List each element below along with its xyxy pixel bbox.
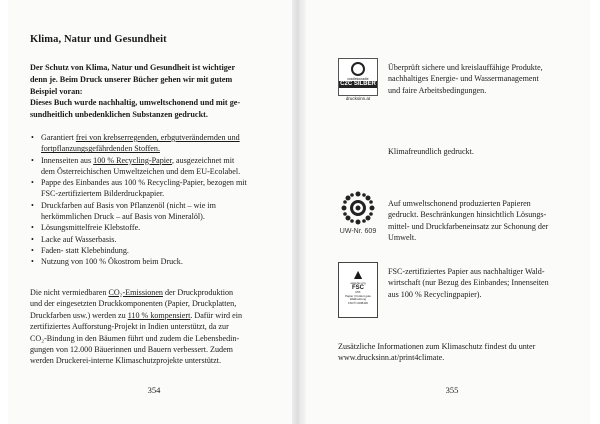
list-item-text: Innenseiten aus	[41, 155, 94, 165]
paragraph-text: der Druckproduktion	[162, 288, 234, 297]
compensation-paragraph	[30, 287, 282, 367]
description-line: wirtschaft (nur Bezug des Einbandes; Innenseiten	[388, 278, 549, 288]
cradle-to-cradle-icon	[338, 58, 378, 96]
closing-link: www.drucksinn.at/print4climate.	[338, 353, 445, 363]
description-line: aus 100 % Recyclingpapier).	[388, 289, 482, 299]
description-line: Überprüft sichere und kreislauffähige Produkte,	[388, 63, 543, 72]
description-line: nachhaltiges Energie- und Wassermanagement	[388, 74, 539, 84]
paragraph-line: zertifiziertes Aufforstung-Projekt in Indien unterstützt, da zur	[30, 322, 229, 332]
paragraph-line	[30, 310, 282, 321]
underlined-text: frei von krebserregenden, erbgutverändernden und	[75, 133, 240, 142]
paragraph-text: . Dafür wird ein	[190, 310, 243, 320]
paragraph-line: CO₂-Bindung in den Bäumen führt und zudem die Lebensbedin-	[30, 333, 240, 343]
list-item: • Lösungsmittelfreie Klebstoffe.	[30, 222, 282, 233]
paragraph-text: Die nicht vermiedbaren	[30, 288, 109, 297]
underlined-text: CO₂-Emissionen	[108, 288, 163, 297]
austrian-eco-label-icon	[340, 190, 376, 226]
fsc-code: FSC® C008106	[348, 300, 368, 305]
underlined-text: 110 % kompensiert	[127, 310, 191, 320]
list-item	[30, 155, 282, 178]
intro-line: Dieses Buch wurde nachhaltig, umweltschonend und mit ge-	[30, 98, 241, 108]
fsc-tree-icon: ▲ www.fsc.org FSC MIX Papier | Fördert gute Waldnutzung FSC® C008106	[338, 262, 378, 318]
c2c-description	[388, 62, 578, 96]
c2c-level: C2C SILBER	[340, 81, 376, 87]
list-item	[30, 200, 282, 223]
description-line: Umwelt.	[388, 233, 417, 243]
book-gutter	[292, 0, 306, 424]
list-item: • Lacke auf Wasserbasis.	[30, 234, 282, 245]
list-item	[30, 132, 282, 155]
c2c-logo	[338, 58, 378, 104]
list-item-text: dem Österreichischen Umweltzeichen und dem EU-Ecolabel.	[41, 166, 241, 176]
fsc-logo	[338, 262, 378, 318]
paragraph-line	[30, 287, 282, 298]
uw-logo	[338, 190, 378, 250]
intro-text	[30, 62, 282, 121]
list-item-text: , ausgezeichnet mit	[171, 155, 235, 165]
paragraph-line: werden Druckerei-interne Klimaschutzprojekte unterstützt.	[30, 356, 222, 366]
section-heading: Klima, Natur und Gesundheit	[30, 34, 167, 45]
description-line: FSC-zertifiziertes Papier aus nachhaltiger Wald-	[388, 267, 545, 276]
list-item-text: Pappe des Einbandes aus 100 % Recycling-Papier, bezogen mit	[41, 178, 247, 188]
intro-line: sundheitlich unbedenklichen Substanzen gedruckt.	[30, 110, 208, 120]
list-item-text: FSC-zertifiziertem Bilderdruckpapier.	[41, 189, 165, 199]
description-line: gedruckt. Beschränkungen hinsichtlich Lösungs-	[388, 210, 547, 220]
intro-line: denn je. Beim Druck unserer Bücher gehen wir mit gutem	[30, 74, 233, 84]
closing-line: Zusätzliche Informationen zum Klimaschutz findest du unter	[338, 342, 536, 351]
c2c-brand: drucksinn.at	[345, 96, 371, 101]
fsc-domain: www.fsc.org	[350, 281, 366, 285]
description-line: Auf umweltschonend produzierten Papieren	[388, 199, 531, 208]
description-line: mittel- und Druckfarbeneinsatz zur Schonung der	[388, 221, 549, 231]
list-item-text: herkömmlichen Druck – auf Basis von Mineralöl).	[41, 212, 205, 222]
underlined-text: 100 % Recycling-Papier	[93, 155, 172, 165]
uw-description	[388, 198, 578, 244]
uw-number: UW-Nr. 609	[339, 228, 377, 235]
feature-list	[30, 132, 282, 268]
fsc-description	[388, 266, 578, 300]
list-item-text: Garantiert	[41, 133, 76, 142]
list-item-text: Druckfarben auf Basis von Pflanzenöl (nicht – wie im	[41, 200, 216, 210]
intro-line: Beispiel voran:	[30, 86, 83, 96]
underlined-text: fortpflanzungsgefährdenden Stoffen.	[41, 144, 160, 154]
intro-line: Der Schutz von Klima, Natur und Gesundheit ist wichtiger	[30, 63, 236, 72]
paragraph-text: Druckfarben usw.) werden zu	[30, 310, 128, 320]
climate-text: Klimafreundlich gedruckt.	[388, 147, 474, 156]
paragraph-line: und der eingesetzten Druckkomponenten (Papier, Druckplatten,	[30, 299, 237, 309]
closing-note	[338, 341, 570, 364]
fsc-mix: MIX	[355, 290, 361, 295]
paragraph-line: gungen von 12.000 Bäuerinnen und Bauern verbessert. Zudem	[30, 345, 233, 355]
list-item: • Faden- statt Klebebindung.	[30, 245, 282, 256]
list-item: • Nutzung von 100 % Ökostrom beim Druck.	[30, 256, 282, 267]
fsc-claim: Papier | Fördert gute Waldnutzung	[345, 293, 371, 302]
c2c-top-text: cradletocradle	[347, 77, 369, 81]
page-number-left: 354	[147, 385, 161, 395]
fsc-name: FSC	[352, 285, 364, 292]
page-number-right: 355	[445, 385, 459, 395]
list-item	[30, 177, 282, 200]
description-line: und faire Arbeitsbedingungen.	[388, 85, 487, 95]
